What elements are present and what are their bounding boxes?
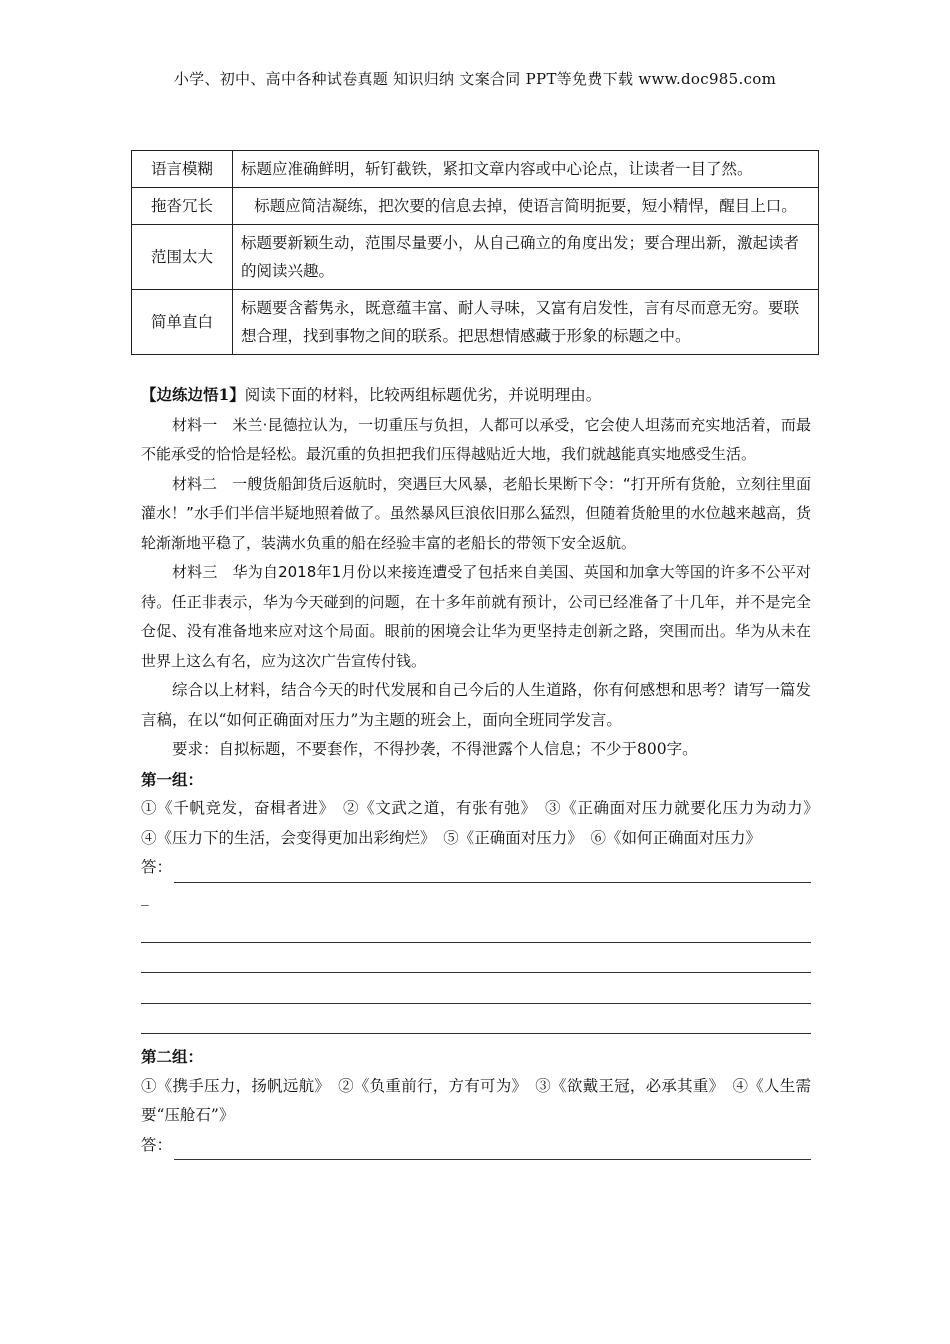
writing-requirement: 要求：自拟标题，不要套作，不得抄袭，不得泄露个人信息；不少于800字。 [172,740,698,758]
answer-line[interactable] [141,1013,811,1034]
advice-cell: 标题应准确鲜明，斩钉截铁，紧扣文章内容或中心论点，让读者一目了然。 [233,151,819,188]
group1-title: 第一组： [141,769,204,789]
answer-line[interactable] [141,922,811,943]
group1-options: ①《千帆竞发，奋楫者进》 ②《文武之道，有张有弛》 ③《正确面对压力就要化压力为动力》 ④《压力下的生活，会变得更加出彩绚烂》 ⑤《正确面对压力》 ⑥《如何正确面对压力》 [141,799,827,847]
group1-dash: _ [141,887,149,906]
group2-answer-row [141,1131,811,1161]
group2-options: ①《携手压力，扬帆远航》 ②《负重前行，方有可为》 ③《欲戴王冠，必承其重》 ④《人生需要“压舱石”》 [141,1076,811,1124]
group1-answer-row [141,853,811,883]
group1-answer-label: 答： [141,858,173,876]
answer-line[interactable] [174,1139,811,1160]
writing-prompt: 综合以上材料，结合今天的时代发展和自己今后的人生道路，你有何感想和思考？请写一篇发言稿，在以“如何正确面对压力”为主题的班会上，面向全班同学发言。 [141,681,811,729]
advice-cell: 标题要含蓄隽永，既意蕴丰富、耐人寻味，又富有启发性，言有尽而意无穷。要联想合理，找到事物之间的联系。把思想情感藏于形象的标题之中。 [233,290,819,355]
answer-line[interactable] [141,983,811,1004]
exercise-instruction: 阅读下面的材料，比较两组标题优劣，并说明理由。 [244,386,602,404]
table-row [132,225,819,290]
material-3: 材料三 华为自2018年1月份以来接连遭受了包括来自美国、英国和加拿大等国的许多不公平对待。任正非表示，华为今天碰到的问题，在十多年前就有预计，公司已经准备了十几年，并不是完全仓促、没有准备地来应对这个局面。眼前的困境会让华为更坚持走创新之路，突围而出。华为从未在世界上这么有名，应为这次广告宣传付钱。 [141,563,811,670]
material-1: 材料一 米兰·昆德拉认为，一切重压与负担，人都可以承受，它会使人坦荡而充实地活着，而最不能承受的恰恰是轻松。最沉重的负担把我们压得越贴近大地，我们就越能真实地感受生活。 [141,415,811,463]
title-problems-table [131,150,819,355]
exercise-section [141,380,827,1160]
table-row [132,151,819,188]
answer-line[interactable] [174,862,811,883]
answer-line[interactable] [141,952,811,973]
exercise-heading [141,380,811,411]
advice-cell: 标题要新颖生动，范围尽量要小，从自己确立的角度出发；要合理出新，激起读者的阅读兴趣。 [233,225,819,290]
problem-cell: 拖沓冗长 [132,188,233,225]
group2-answer-label: 答： [141,1135,173,1154]
problem-cell: 语言模糊 [132,151,233,188]
material-2: 材料二 一艘货船卸货后返航时，突遇巨大风暴，老船长果断下令：“打开所有货舱，立刻往里面灌水！”水手们半信半疑地照着做了。虽然暴风巨浪依旧那么猛烈，但随着货舱里的水位越来越高，货轮渐渐地平稳了，装满水负重的船在经验丰富的老船长的带领下安全返航。 [141,474,811,552]
problem-cell: 范围太大 [132,225,233,290]
page-header: 小学、初中、高中各种试卷真题 知识归纳 文案合同 PPT等免费下载 www.doc985.com [173,70,777,88]
problem-cell: 简单直白 [132,290,233,355]
table-row [132,290,819,355]
group2-title: 第二组： [141,1047,204,1066]
table-row [132,188,819,225]
exercise-tag: 【边练边悟1】 [141,385,245,404]
advice-cell: 标题应简洁凝练，把次要的信息去掉，使语言简明扼要，短小精悍，醒目上口。 [233,188,819,225]
